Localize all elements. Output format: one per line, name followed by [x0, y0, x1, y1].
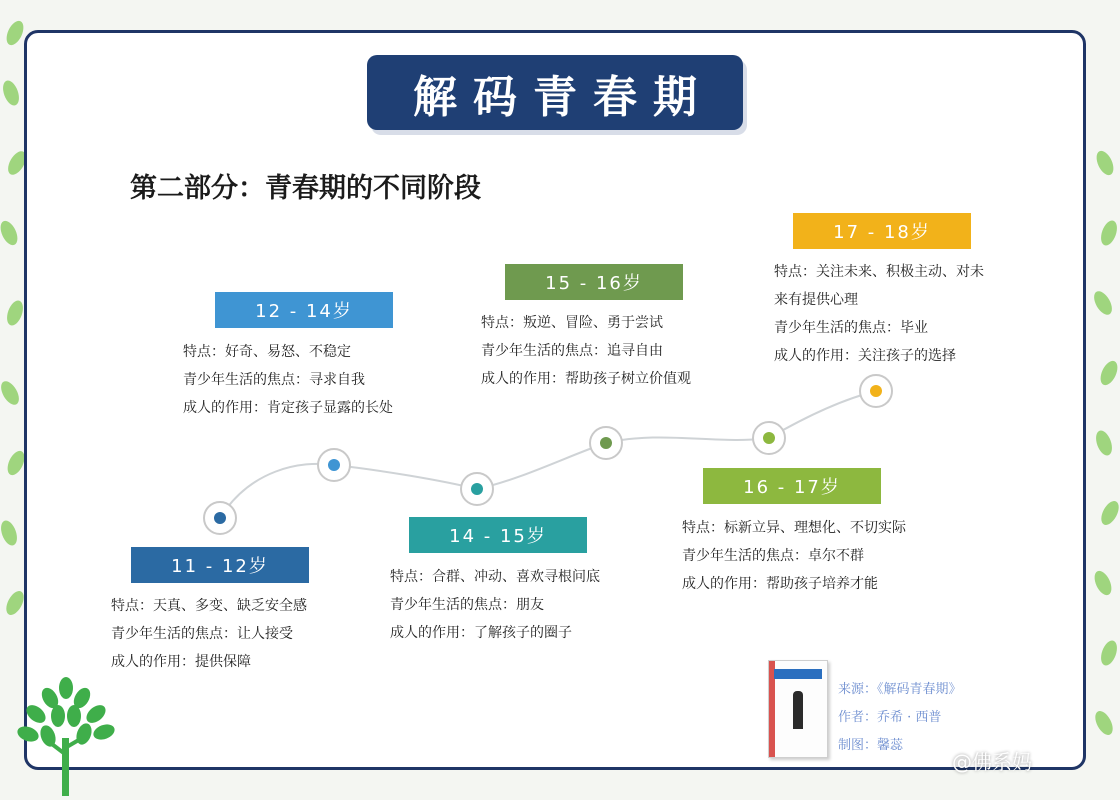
stage-trait: 特点：天真、多变、缺乏安全感	[111, 598, 307, 614]
stage-trait: 特点：叛逆、冒险、勇于尝试	[481, 315, 663, 331]
stage-adult-role: 成人的作用：提供保障	[111, 654, 251, 670]
stage-adult-role: 成人的作用：肯定孩子显露的长处	[183, 400, 393, 416]
stage-description-11-12	[111, 592, 307, 676]
stage-focus: 青少年生活的焦点：寻求自我	[183, 372, 365, 388]
tree-icon	[14, 676, 118, 796]
timeline-node-15-16	[590, 427, 622, 459]
stage-trait-continued: 来有提供心理	[774, 292, 858, 308]
source-book: 来源：《解码青春期》	[838, 682, 962, 697]
stage-trait: 特点：标新立异、理想化、不切实际	[682, 520, 906, 536]
stage-description-12-14	[183, 338, 393, 422]
source-text	[838, 676, 962, 760]
watermark: @佛系妈	[952, 750, 1032, 774]
stage-label-12-14: 12 - 14岁	[215, 292, 393, 328]
stage-adult-role: 成人的作用：帮助孩子培养才能	[682, 576, 878, 592]
stage-focus: 青少年生活的焦点：卓尔不群	[682, 548, 864, 564]
stage-adult-role: 成人的作用：了解孩子的圈子	[390, 625, 572, 641]
timeline-node-17-18	[860, 375, 892, 407]
timeline-node-16-17	[753, 422, 785, 454]
stage-trait: 特点：关注未来、积极主动、对未	[774, 264, 984, 280]
book-cover-image	[768, 660, 828, 758]
source-credit	[768, 660, 998, 760]
stage-description-16-17	[682, 514, 906, 598]
stage-description-17-18	[774, 258, 984, 370]
stage-label-17-18: 17 - 18岁	[793, 213, 971, 249]
timeline-node-14-15	[461, 473, 493, 505]
timeline-node-11-12	[204, 502, 236, 534]
stage-trait: 特点：好奇、易怒、不稳定	[183, 344, 351, 360]
stage-description-15-16	[481, 309, 691, 393]
stage-trait: 特点：合群、冲动、喜欢寻根问底	[390, 569, 600, 585]
page-title: 解码青春期	[413, 71, 713, 123]
stage-focus: 青少年生活的焦点：毕业	[774, 320, 928, 336]
stage-description-14-15	[390, 563, 600, 647]
stage-adult-role: 成人的作用：关注孩子的选择	[774, 348, 956, 364]
stage-focus: 青少年生活的焦点：朋友	[390, 597, 544, 613]
stage-label-16-17: 16 - 17岁	[703, 468, 881, 504]
stage-focus: 青少年生活的焦点：追寻自由	[481, 343, 663, 359]
stage-label-14-15: 14 - 15岁	[409, 517, 587, 553]
source-designer: 制图：馨蕊	[838, 738, 904, 753]
stage-focus: 青少年生活的焦点：让人接受	[111, 626, 293, 642]
stage-adult-role: 成人的作用：帮助孩子树立价值观	[481, 371, 691, 387]
timeline-node-12-14	[318, 449, 350, 481]
section-subtitle: 第二部分：青春期的不同阶段	[130, 173, 481, 204]
stage-label-11-12: 11 - 12岁	[131, 547, 309, 583]
source-author: 作者：乔希 · 西普	[838, 710, 942, 725]
stage-label-15-16: 15 - 16岁	[505, 264, 683, 300]
